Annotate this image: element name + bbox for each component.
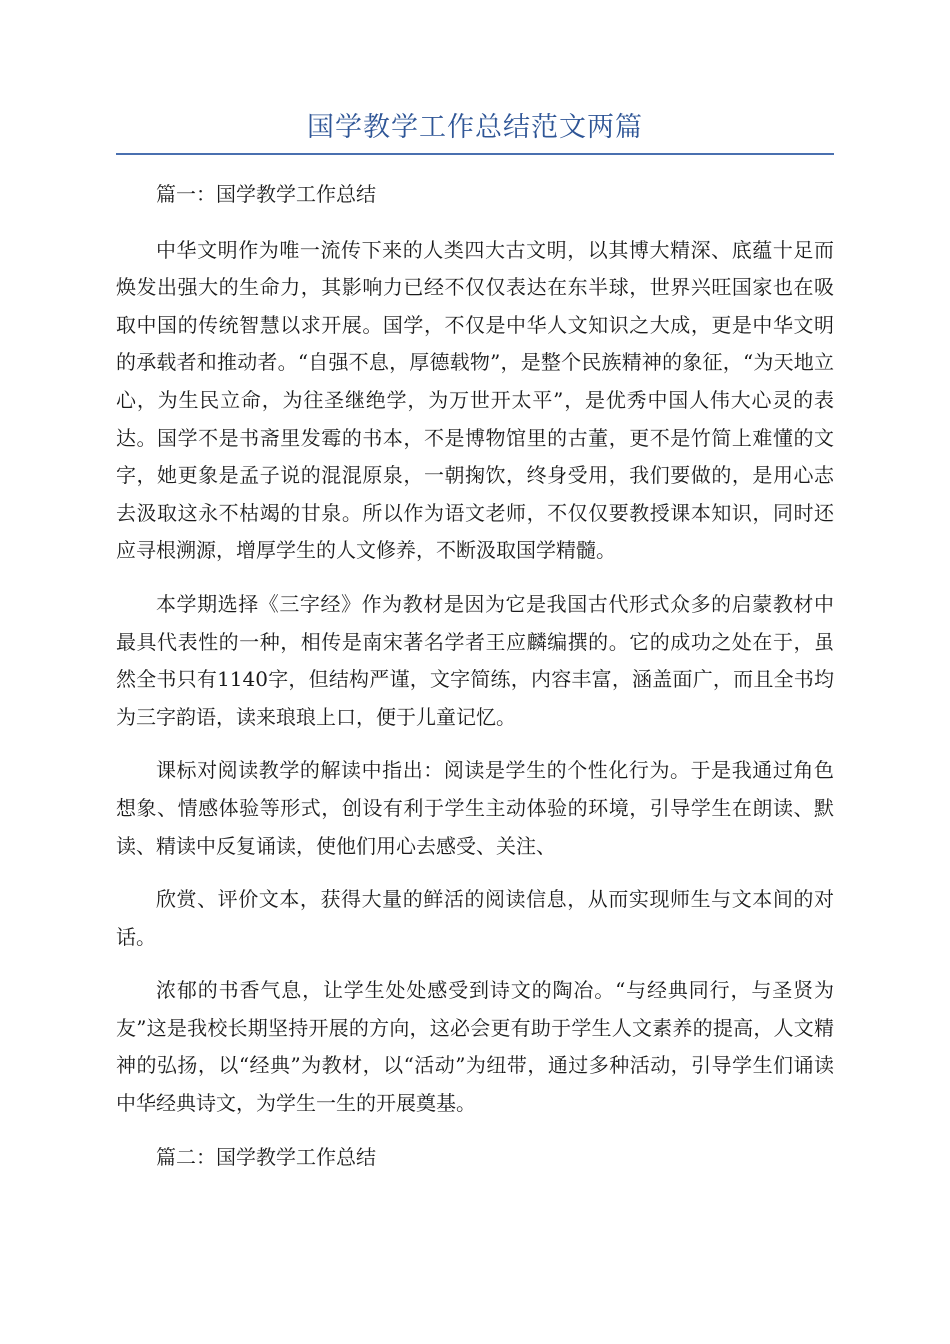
- section-heading-2: 篇二：国学教学工作总结: [156, 1144, 376, 1169]
- paragraph: 浓郁的书香气息，让学生处处感受到诗文的陶冶。“与经典同行，与圣贤为友”这是我校长期坚持开展的方向，这必会更有助于学生人文素养的提高，人文精神的弘扬，以“经典”为教材，以“活动”为纽带，通过多种活动，引导学生们诵读中华经典诗文，为学生一生的开展奠基。: [116, 978, 834, 1116]
- title-underline: [116, 153, 834, 155]
- paragraph: 欣赏、评价文本，获得大量的鲜活的阅读信息，从而实现师生与文本间的对话。: [116, 887, 834, 949]
- document-title: 国学教学工作总结范文两篇: [307, 112, 643, 143]
- paragraph: 课标对阅读教学的解读中指出：阅读是学生的个性化行为。于是我通过角色想象、情感体验等形式，创设有利于学生主动体验的环境，引导学生在朗读、默读、精读中反复诵读，使他们用心去感受、关注、: [116, 758, 834, 858]
- document-body: [116, 176, 834, 1194]
- paragraph: 本学期选择《三字经》作为教材是因为它是我国古代形式众多的启蒙教材中最具代表性的一种，相传是南宋著名学者王应麟编撰的。它的成功之处在于，虽然全书只有1140字，但结构严谨，文字简练，内容丰富，涵盖面广，而且全书均为三字韵语，读来琅琅上口，便于儿童记忆。: [116, 591, 834, 729]
- paragraph: 中华文明作为唯一流传下来的人类四大古文明，以其博大精深、底蕴十足而焕发出强大的生命力，其影响力已经不仅仅表达在东半球，世界兴旺国家也在吸取中国的传统智慧以求开展。国学，不仅是中华人文知识之大成，更是中华文明的承载者和推动者。“自强不息，厚德载物”，是整个民族精神的象征，“为天地立心，为生民立命，为往圣继绝学，为万世开太平”，是优秀中国人伟大心灵的表达。国学不是书斋里发霉的书本，不是博物馆里的古董，更不是竹简上难懂的文字，她更象是孟子说的混混原泉，一朝掬饮，终身受用，我们要做的，是用心志去汲取这永不枯竭的甘泉。所以作为语文老师，不仅仅要教授课本知识，同时还应寻根溯源，增厚学生的人文修养，不断汲取国学精髓。: [116, 237, 834, 563]
- section-heading-1: 篇一：国学教学工作总结: [156, 182, 376, 206]
